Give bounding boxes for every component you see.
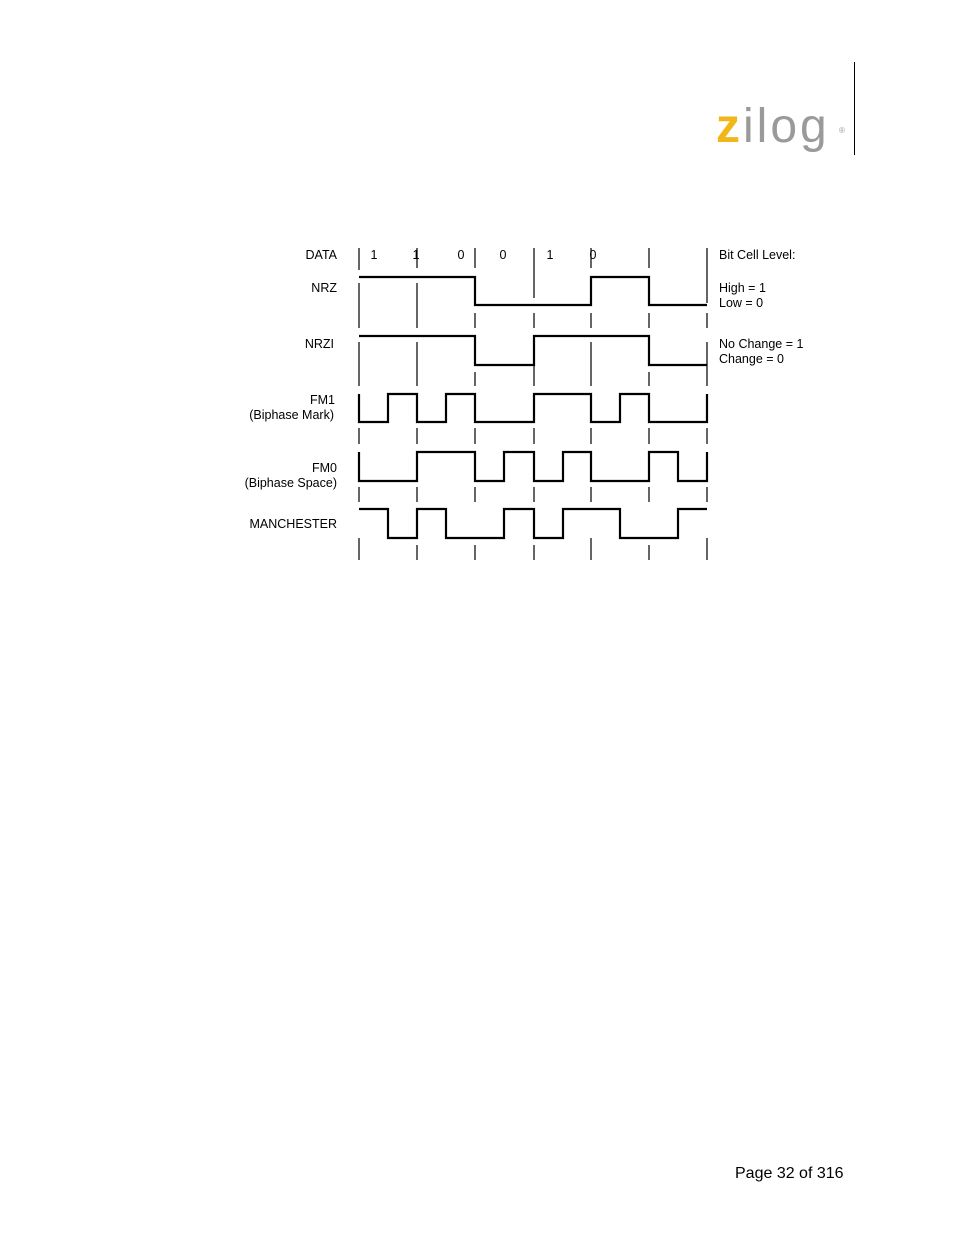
legend-title: Bit Cell Level: [719, 248, 796, 262]
manchester-waveform [359, 509, 707, 538]
registered-mark: ® [839, 126, 848, 135]
page-number: Page 32 of 316 [735, 1165, 844, 1182]
data-bit-1: 1 [370, 248, 378, 262]
label-fm0-sub: (Biphase Space) [244, 476, 337, 490]
label-nrz: NRZ [311, 281, 337, 295]
logo-z: z [716, 100, 743, 153]
legend-nrzi-nochange: No Change = 1 [719, 337, 804, 351]
data-bit-2: 1 [412, 248, 420, 262]
logo-rest: ilog [743, 100, 830, 153]
legend-nrz-high: High = 1 [719, 281, 766, 295]
nrz-waveform [359, 277, 707, 305]
fm0-waveform [359, 452, 707, 481]
label-data: DATA [305, 248, 337, 262]
label-fm1: FM1 [310, 393, 335, 407]
data-bit-6: 0 [589, 248, 597, 262]
legend-nrzi-change: Change = 0 [719, 352, 784, 366]
data-bit-3: 0 [457, 248, 465, 262]
label-fm1-sub: (Biphase Mark) [249, 408, 334, 422]
label-nrzi: NRZI [304, 337, 334, 351]
fm1-waveform [359, 394, 707, 422]
legend-nrz-low: Low = 0 [719, 296, 764, 310]
data-bit-5: 1 [546, 248, 554, 262]
label-fm0: FM0 [312, 461, 337, 475]
data-bit-4: 0 [499, 248, 507, 262]
nrzi-waveform [359, 336, 707, 365]
label-manchester: MANCHESTER [249, 517, 337, 531]
